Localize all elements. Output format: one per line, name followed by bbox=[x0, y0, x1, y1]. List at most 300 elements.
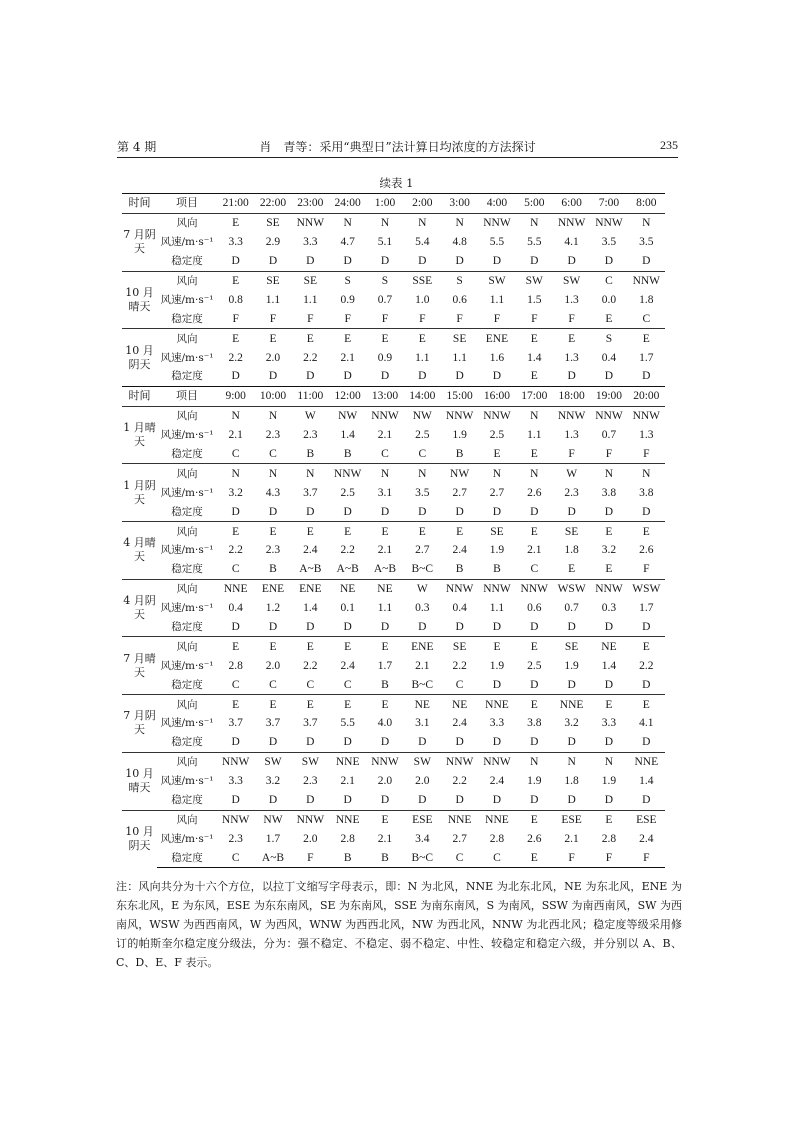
table-cell: NNW bbox=[366, 406, 403, 425]
table-cell: 2.2 bbox=[303, 659, 318, 672]
table-cell: D bbox=[567, 678, 576, 691]
table-cell: 1.9 bbox=[527, 775, 542, 788]
table-cell: E bbox=[628, 522, 665, 541]
table-cell: D bbox=[380, 505, 390, 518]
table-cell: C bbox=[441, 848, 478, 867]
table-cell: 4.1 bbox=[639, 717, 654, 730]
table-row bbox=[122, 348, 665, 367]
table-cell: C bbox=[590, 271, 627, 290]
table-cell: NNW bbox=[628, 406, 665, 425]
table-cell: D bbox=[567, 370, 576, 383]
table-cell: D bbox=[231, 621, 240, 634]
table-cell: 2.3 bbox=[265, 429, 281, 442]
table-cell: 2.1 bbox=[564, 832, 579, 845]
table-cell: C bbox=[306, 678, 315, 691]
item-label: 风向 bbox=[157, 213, 217, 232]
table-cell: F bbox=[643, 563, 650, 576]
table-cell: B~C bbox=[411, 563, 434, 576]
table-cell: B bbox=[343, 448, 352, 461]
table-cell: D bbox=[567, 736, 576, 749]
table-cell: 3.2 bbox=[228, 486, 243, 499]
table-cell: 3.8 bbox=[527, 717, 542, 730]
item-label: 风向 bbox=[157, 522, 217, 541]
table-cell: 1.1 bbox=[377, 602, 393, 615]
table-cell: SW bbox=[292, 752, 329, 771]
item-label: 风向 bbox=[157, 464, 217, 483]
table-cell: NNW bbox=[292, 213, 329, 232]
item-label: 稳定度 bbox=[171, 312, 203, 325]
table-cell: E bbox=[605, 563, 613, 576]
table-cell: 1.4 bbox=[340, 429, 355, 442]
table-cell: C bbox=[478, 848, 515, 867]
table-cell: E bbox=[516, 848, 553, 867]
table-cell: NW bbox=[404, 406, 441, 425]
item-label: 稳定度 bbox=[171, 794, 203, 807]
table-row bbox=[122, 464, 665, 483]
table-cell: SSE bbox=[404, 271, 441, 290]
table-cell: D bbox=[343, 736, 352, 749]
table-cell: 1.9 bbox=[564, 659, 579, 672]
table-cell: F bbox=[628, 848, 665, 867]
table-cell: B bbox=[366, 848, 403, 867]
table-row bbox=[122, 406, 665, 425]
table-cell: D bbox=[642, 621, 651, 634]
table-cell: 3.2 bbox=[564, 717, 579, 730]
table-cell: W bbox=[553, 464, 590, 483]
table-cell: N bbox=[441, 213, 478, 232]
table-cell: C bbox=[455, 678, 464, 691]
table-cell: ESE bbox=[553, 810, 590, 829]
table-cell: 5.4 bbox=[415, 236, 430, 249]
table-cell: 1.1 bbox=[489, 602, 505, 615]
time-column-header: 7:00 bbox=[590, 194, 627, 214]
table-cell: F bbox=[531, 312, 538, 325]
table-cell: 2.3 bbox=[303, 429, 318, 442]
table-cell: 0.6 bbox=[527, 602, 542, 615]
table-cell: D bbox=[418, 794, 427, 807]
table-cell: E bbox=[516, 637, 553, 656]
time-column-header: 12:00 bbox=[329, 386, 366, 406]
table-cell: D bbox=[231, 505, 240, 518]
table-cell: C bbox=[269, 678, 277, 691]
table-cell: 1.5 bbox=[527, 293, 542, 306]
table-cell: 4.3 bbox=[265, 486, 281, 499]
table-cell: N bbox=[478, 464, 515, 483]
table-cell: 0.4 bbox=[228, 602, 243, 615]
table-cell: NNW bbox=[516, 579, 553, 598]
table-cell: C bbox=[231, 678, 240, 691]
table-cell: 0.4 bbox=[452, 602, 467, 615]
table-cell: E bbox=[530, 370, 538, 383]
group-label: 7 月晴天 bbox=[122, 637, 157, 695]
table-cell: 2.9 bbox=[265, 236, 281, 249]
table-cell: NE bbox=[404, 695, 441, 714]
table-cell: E bbox=[404, 522, 441, 541]
group-label: 7 月阴天 bbox=[122, 213, 157, 271]
table-cell: 2.5 bbox=[527, 659, 542, 672]
table-cell: D bbox=[343, 505, 352, 518]
table-cell: E bbox=[292, 522, 329, 541]
time-column-header: 14:00 bbox=[404, 386, 441, 406]
item-label: 风速/m·s⁻¹ bbox=[160, 775, 214, 788]
table-cell: ESE bbox=[404, 810, 441, 829]
table-cell: D bbox=[567, 794, 576, 807]
table-cell: NNW bbox=[478, 579, 515, 598]
group-label: 4 月晴天 bbox=[122, 522, 157, 580]
table-cell: E bbox=[254, 637, 291, 656]
table-cell: 2.6 bbox=[639, 544, 654, 557]
table-cell: SW bbox=[254, 752, 291, 771]
time-column-header: 3:00 bbox=[441, 194, 478, 214]
table-cell: 2.2 bbox=[639, 659, 654, 672]
table-row bbox=[122, 618, 665, 637]
table-cell: NNW bbox=[478, 213, 515, 232]
table-cell: B bbox=[329, 848, 366, 867]
table-cell: ENE bbox=[254, 579, 291, 598]
table-cell: D bbox=[343, 255, 352, 268]
table-cell: A~B bbox=[254, 848, 291, 867]
table-cell: D bbox=[418, 370, 427, 383]
table-cell: E bbox=[605, 312, 613, 325]
table-row bbox=[122, 791, 665, 810]
table-row bbox=[122, 695, 665, 714]
item-label: 风向 bbox=[157, 329, 217, 348]
table-cell: 3.1 bbox=[377, 486, 393, 499]
item-label: 风速/m·s⁻¹ bbox=[160, 429, 214, 442]
table-cell: NNW bbox=[441, 406, 478, 425]
table-cell: 1.3 bbox=[639, 429, 654, 442]
table-cell: 2.8 bbox=[340, 832, 355, 845]
time-column-header: 21:00 bbox=[217, 194, 254, 214]
table-cell: D bbox=[380, 736, 390, 749]
table-cell: B bbox=[455, 563, 464, 576]
table-cell: 2.5 bbox=[340, 486, 355, 499]
table-cell: N bbox=[553, 752, 590, 771]
table-header-row bbox=[122, 194, 665, 214]
table-cell: NNE bbox=[441, 810, 478, 829]
table-cell: NNW bbox=[590, 406, 627, 425]
table-cell: 2.1 bbox=[415, 659, 430, 672]
item-label: 稳定度 bbox=[157, 848, 217, 867]
table-cell: D bbox=[231, 370, 240, 383]
item-label: 风向 bbox=[157, 406, 217, 425]
table-cell: E bbox=[590, 695, 627, 714]
table-cell: 2.4 bbox=[452, 717, 467, 730]
table-cell: 2.0 bbox=[415, 775, 430, 788]
table-cell: N bbox=[516, 213, 553, 232]
table-cell: S bbox=[441, 271, 478, 290]
table-row bbox=[122, 714, 665, 733]
table-row bbox=[122, 637, 665, 656]
table-cell: 2.8 bbox=[601, 832, 617, 845]
table-cell: A~B bbox=[336, 563, 359, 576]
table-cell: 1.8 bbox=[564, 544, 579, 557]
table-cell: F bbox=[292, 848, 329, 867]
time-column-header: 16:00 bbox=[478, 386, 515, 406]
table-cell: E bbox=[329, 522, 366, 541]
table-cell: S bbox=[366, 271, 403, 290]
table-cell: D bbox=[380, 794, 390, 807]
table-cell: 2.1 bbox=[340, 351, 355, 364]
table-cell: D bbox=[492, 370, 502, 383]
table-cell: B~C bbox=[404, 848, 441, 867]
table-cell: D bbox=[642, 736, 651, 749]
table-cell: 2.1 bbox=[527, 544, 542, 557]
table-caption: 续表 1 bbox=[379, 176, 414, 190]
table-cell: F bbox=[232, 312, 239, 325]
group-label: 10 月晴天 bbox=[122, 752, 157, 810]
table-cell: D bbox=[642, 505, 651, 518]
table-cell: NE bbox=[441, 695, 478, 714]
table-cell: WSW bbox=[553, 579, 590, 598]
item-label: 风速/m·s⁻¹ bbox=[160, 486, 214, 499]
table-cell: 3.3 bbox=[228, 236, 243, 249]
table-cell: NNE bbox=[628, 752, 665, 771]
table-cell: 1.8 bbox=[639, 293, 654, 306]
item-label: 稳定度 bbox=[171, 255, 203, 268]
table-cell: 0.1 bbox=[340, 602, 355, 615]
table-cell: 1.6 bbox=[489, 351, 505, 364]
table-cell: 3.5 bbox=[601, 236, 617, 249]
table-cell: D bbox=[530, 794, 539, 807]
table-cell: SW bbox=[516, 271, 553, 290]
table-cell: 1.4 bbox=[601, 659, 617, 672]
table-cell: D bbox=[380, 255, 390, 268]
time-header: 时间 bbox=[122, 386, 157, 406]
table-cell: NNW bbox=[628, 271, 665, 290]
item-label: 稳定度 bbox=[171, 736, 203, 749]
table-cell: NW bbox=[329, 406, 366, 425]
table-cell: D bbox=[492, 736, 502, 749]
table-cell: 3.3 bbox=[303, 236, 318, 249]
table-cell: 1.8 bbox=[564, 775, 579, 788]
table-row bbox=[122, 733, 665, 752]
item-label: 风向 bbox=[157, 695, 217, 714]
table-cell: D bbox=[268, 736, 278, 749]
table-cell: D bbox=[343, 621, 352, 634]
table-cell: B bbox=[455, 448, 464, 461]
item-label: 风速/m·s⁻¹ bbox=[160, 544, 214, 557]
table-cell: D bbox=[492, 621, 502, 634]
table-cell: SE bbox=[478, 522, 515, 541]
table-cell: E bbox=[493, 448, 501, 461]
table-cell: N bbox=[292, 464, 329, 483]
table-cell: NNE bbox=[553, 695, 590, 714]
table-cell: 2.2 bbox=[452, 659, 467, 672]
table-cell: C bbox=[381, 448, 389, 461]
table-cell: F bbox=[269, 312, 277, 325]
table-cell: D bbox=[604, 794, 614, 807]
table-cell: E bbox=[254, 695, 291, 714]
table-row bbox=[122, 675, 665, 694]
table-cell: 2.7 bbox=[489, 486, 505, 499]
table-cell: SE bbox=[553, 522, 590, 541]
table-cell: D bbox=[455, 794, 464, 807]
item-label: 稳定度 bbox=[171, 370, 203, 383]
table-cell: N bbox=[628, 464, 665, 483]
table-header-row bbox=[122, 386, 665, 406]
table-cell: D bbox=[231, 736, 240, 749]
table-cell: 2.6 bbox=[527, 486, 542, 499]
table-cell: 2.3 bbox=[228, 832, 243, 845]
table-row bbox=[122, 233, 665, 252]
table-cell: SW bbox=[404, 752, 441, 771]
table-cell: N bbox=[366, 213, 403, 232]
table-cell: 1.2 bbox=[265, 602, 281, 615]
table-cell: D bbox=[455, 736, 464, 749]
table-cell: N bbox=[254, 406, 291, 425]
table-cell: E bbox=[366, 810, 403, 829]
table-row bbox=[122, 541, 665, 560]
table-row bbox=[122, 252, 665, 271]
table-cell: NNW bbox=[590, 213, 627, 232]
item-label: 风向 bbox=[157, 579, 217, 598]
table-cell: E bbox=[217, 213, 254, 232]
table-cell: S bbox=[590, 329, 627, 348]
table-cell: E bbox=[329, 637, 366, 656]
table-cell: D bbox=[492, 505, 502, 518]
item-label: 风向 bbox=[157, 752, 217, 771]
table-cell: 2.3 bbox=[265, 544, 281, 557]
table-cell: N bbox=[516, 464, 553, 483]
table-cell: D bbox=[530, 736, 539, 749]
time-column-header: 1:00 bbox=[366, 194, 403, 214]
table-cell: D bbox=[455, 621, 464, 634]
table-row bbox=[122, 560, 665, 579]
group-label: 4 月阴天 bbox=[122, 579, 157, 637]
table-cell: E bbox=[516, 810, 553, 829]
time-column-header: 22:00 bbox=[254, 194, 291, 214]
group-label: 10 月阴天 bbox=[122, 329, 157, 387]
table-cell: 2.2 bbox=[452, 775, 467, 788]
table-cell: 5.1 bbox=[377, 236, 393, 249]
item-label: 风向 bbox=[157, 810, 217, 829]
table-cell: D bbox=[604, 736, 614, 749]
table-cell: N bbox=[516, 406, 553, 425]
table-cell: 0.3 bbox=[601, 602, 617, 615]
table-cell: 3.3 bbox=[489, 717, 505, 730]
table-cell: NNW bbox=[553, 406, 590, 425]
table-row bbox=[122, 522, 665, 541]
group-label: 7 月阴天 bbox=[122, 695, 157, 753]
time-column-header: 8:00 bbox=[628, 194, 665, 214]
table-cell: D bbox=[268, 621, 278, 634]
table-cell: 1.3 bbox=[564, 429, 579, 442]
table-cell: 1.3 bbox=[564, 293, 579, 306]
table-cell: NNE bbox=[478, 810, 515, 829]
group-label: 10 月阴天 bbox=[122, 810, 157, 868]
table-cell: SE bbox=[254, 271, 291, 290]
wind-stability-table bbox=[122, 193, 665, 868]
table-cell: 1.9 bbox=[601, 775, 617, 788]
running-title: 肖 青等：采用“典型日”法计算日均浓度的方法探讨 bbox=[259, 140, 536, 154]
table-cell: E bbox=[292, 695, 329, 714]
table-cell: S bbox=[329, 271, 366, 290]
table-cell: 2.2 bbox=[228, 544, 243, 557]
table-cell: 3.7 bbox=[228, 717, 243, 730]
table-cell: 1.1 bbox=[527, 429, 542, 442]
table-cell: D bbox=[604, 621, 614, 634]
table-row bbox=[122, 772, 665, 791]
table-cell: E bbox=[530, 448, 538, 461]
table-cell: E bbox=[628, 637, 665, 656]
table-cell: N bbox=[516, 752, 553, 771]
table-cell: NNW bbox=[292, 810, 329, 829]
table-row bbox=[122, 656, 665, 675]
table-cell: D bbox=[268, 794, 278, 807]
table-cell: 2.4 bbox=[489, 775, 505, 788]
table-cell: 1.4 bbox=[639, 775, 654, 788]
table-cell: D bbox=[306, 505, 315, 518]
table-cell: C bbox=[269, 448, 277, 461]
table-cell: D bbox=[530, 505, 539, 518]
item-label: 稳定度 bbox=[171, 563, 203, 576]
table-cell: D bbox=[642, 255, 651, 268]
table-cell: 2.7 bbox=[452, 486, 467, 499]
table-cell: 3.5 bbox=[639, 236, 654, 249]
table-cell: F bbox=[643, 448, 650, 461]
table-row bbox=[122, 309, 665, 328]
table-cell: F bbox=[605, 448, 613, 461]
table-cell: 2.5 bbox=[415, 429, 430, 442]
table-cell: 1.7 bbox=[265, 832, 281, 845]
table-cell: 2.0 bbox=[303, 832, 318, 845]
table-cell: SE bbox=[553, 637, 590, 656]
table-cell: E bbox=[329, 329, 366, 348]
table-cell: 2.0 bbox=[265, 351, 281, 364]
table-cell: D bbox=[231, 255, 240, 268]
table-cell: 1.3 bbox=[564, 351, 579, 364]
table-cell: F bbox=[590, 848, 627, 867]
table-cell: D bbox=[530, 621, 539, 634]
table-cell: E bbox=[217, 271, 254, 290]
table-cell: 3.5 bbox=[415, 486, 430, 499]
table-cell: A~B bbox=[299, 563, 322, 576]
table-cell: F bbox=[419, 312, 426, 325]
table-cell: N bbox=[590, 752, 627, 771]
table-cell: 1.1 bbox=[265, 293, 281, 306]
table-cell: 2.1 bbox=[377, 544, 393, 557]
table-cell: F bbox=[307, 312, 314, 325]
table-cell: D bbox=[604, 505, 614, 518]
table-row bbox=[122, 290, 665, 309]
table-cell: NW bbox=[254, 810, 291, 829]
table-row bbox=[122, 810, 665, 829]
table-cell: NNW bbox=[441, 752, 478, 771]
time-column-header: 15:00 bbox=[441, 386, 478, 406]
item-label: 风速/m·s⁻¹ bbox=[160, 236, 214, 249]
table-cell: ENE bbox=[404, 637, 441, 656]
table-cell: SW bbox=[553, 271, 590, 290]
table-cell: W bbox=[292, 406, 329, 425]
table-cell: F bbox=[456, 312, 463, 325]
table-cell: D bbox=[642, 794, 651, 807]
table-cell: E bbox=[478, 637, 515, 656]
table-cell: 2.1 bbox=[340, 775, 355, 788]
table-cell: 2.2 bbox=[340, 544, 355, 557]
table-cell: D bbox=[530, 255, 539, 268]
table-cell: E bbox=[516, 329, 553, 348]
table-cell: 1.0 bbox=[415, 293, 430, 306]
item-label: 风速/m·s⁻¹ bbox=[160, 832, 214, 845]
table-cell: B bbox=[269, 563, 277, 576]
table-row bbox=[122, 367, 665, 386]
table-cell: D bbox=[418, 736, 427, 749]
table-cell: 3.7 bbox=[265, 717, 281, 730]
table-cell: N bbox=[404, 464, 441, 483]
table-cell: D bbox=[306, 255, 315, 268]
table-cell: SE bbox=[441, 329, 478, 348]
